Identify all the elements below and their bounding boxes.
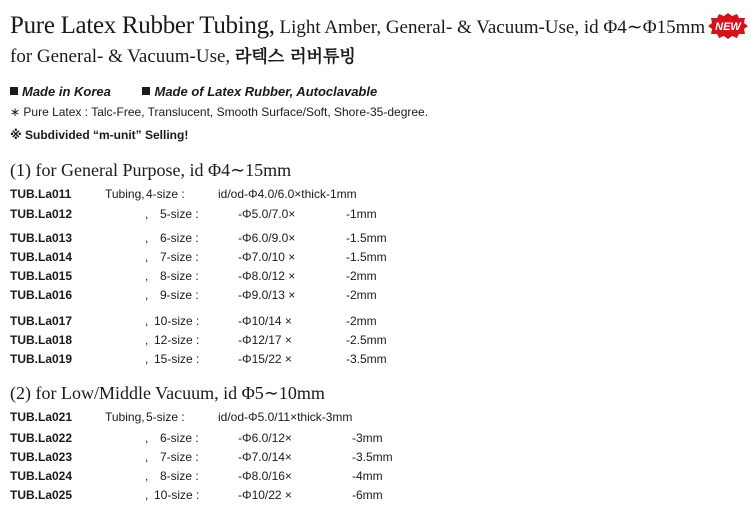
row-dims: -Φ9.0/13 × bbox=[238, 288, 296, 302]
row-size: 15-size : bbox=[154, 352, 200, 366]
row-dims: -Φ6.0/12× bbox=[238, 431, 292, 445]
row-dims: -Φ7.0/14× bbox=[238, 450, 292, 464]
row-kind: , bbox=[145, 314, 149, 328]
row-code: TUB.La022 bbox=[10, 431, 73, 445]
row-code: TUB.La025 bbox=[10, 488, 73, 502]
row-kind: , bbox=[145, 333, 149, 347]
row-thick: -1mm bbox=[346, 207, 377, 221]
features bbox=[10, 84, 377, 99]
row-kind: , bbox=[145, 488, 149, 502]
row-kind: Tubing, bbox=[105, 410, 145, 424]
row-code: TUB.La017 bbox=[10, 314, 73, 328]
title-line2-text: for General- & Vacuum-Use, bbox=[10, 46, 235, 67]
row-thick: -4mm bbox=[352, 469, 383, 483]
row-size: 5-size : bbox=[146, 410, 185, 424]
row-size: 9-size : bbox=[160, 288, 199, 302]
row-code: TUB.La021 bbox=[10, 410, 73, 424]
row-code: TUB.La013 bbox=[10, 231, 73, 245]
row-kind: , bbox=[145, 250, 149, 264]
row-dims: -Φ15/22 × bbox=[238, 352, 292, 366]
section-heading-general: (1) for General Purpose, id Φ4∼15mm bbox=[10, 160, 292, 180]
row-size: 12-size : bbox=[154, 333, 200, 347]
bullet-square-icon bbox=[10, 87, 18, 95]
row-size: 8-size : bbox=[160, 469, 199, 483]
row-kind: , bbox=[145, 231, 149, 245]
row-size: 6-size : bbox=[160, 431, 199, 445]
row-dims: id/od-Φ5.0/11×thick-3mm bbox=[218, 410, 353, 424]
title-sub: Light Amber, General- & Vacuum-Use, id Φ4∼Φ15mm bbox=[274, 17, 706, 38]
row-kind: , bbox=[145, 288, 149, 302]
page-title bbox=[10, 12, 705, 40]
row-kind: , bbox=[145, 469, 149, 483]
row-kind: , bbox=[145, 269, 149, 283]
section-heading-vacuum: (2) for Low/Middle Vacuum, id Φ5∼10mm bbox=[10, 383, 325, 403]
feature-material: Made of Latex Rubber, Autoclavable bbox=[154, 84, 378, 99]
row-dims: id/od-Φ4.0/6.0×thick-1mm bbox=[218, 187, 357, 201]
row-kind: , bbox=[145, 431, 149, 445]
row-thick: -1.5mm bbox=[346, 231, 387, 245]
row-dims: -Φ5.0/7.0× bbox=[238, 207, 296, 221]
row-kind: , bbox=[145, 450, 149, 464]
row-kind: , bbox=[145, 207, 149, 221]
row-thick: -3.5mm bbox=[352, 450, 393, 464]
row-size: 5-size : bbox=[160, 207, 199, 221]
row-dims: -Φ10/14 × bbox=[238, 314, 292, 328]
row-dims: -Φ7.0/10 × bbox=[238, 250, 296, 264]
row-dims: -Φ12/17 × bbox=[238, 333, 292, 347]
row-thick: -2mm bbox=[346, 314, 377, 328]
row-code: TUB.La019 bbox=[10, 352, 73, 366]
row-size: 10-size : bbox=[154, 488, 200, 502]
row-thick: -6mm bbox=[352, 488, 383, 502]
row-size: 10-size : bbox=[154, 314, 200, 328]
row-code: TUB.La018 bbox=[10, 333, 73, 347]
row-code: TUB.La016 bbox=[10, 288, 73, 302]
row-size: 4-size : bbox=[146, 187, 185, 201]
title-korean: 라텍스 러버튜빙 bbox=[234, 47, 356, 67]
new-badge-label: NEW bbox=[715, 21, 741, 33]
row-code: TUB.La012 bbox=[10, 207, 73, 221]
new-badge-icon bbox=[708, 12, 748, 40]
row-dims: -Φ8.0/12 × bbox=[238, 269, 296, 283]
row-thick: -1.5mm bbox=[346, 250, 387, 264]
row-code: TUB.La015 bbox=[10, 269, 73, 283]
row-code: TUB.La011 bbox=[10, 187, 72, 201]
row-thick: -3.5mm bbox=[346, 352, 387, 366]
row-dims: -Φ8.0/16× bbox=[238, 469, 292, 483]
row-kind: , bbox=[145, 352, 149, 366]
title-line2 bbox=[10, 42, 356, 68]
row-size: 7-size : bbox=[160, 450, 199, 464]
row-code: TUB.La024 bbox=[10, 469, 73, 483]
note-selling: ※ Subdivided “m-unit” Selling! bbox=[10, 128, 189, 142]
row-thick: -3mm bbox=[352, 431, 383, 445]
row-size: 6-size : bbox=[160, 231, 199, 245]
row-dims: -Φ10/22 × bbox=[238, 488, 292, 502]
feature-made-in: Made in Korea bbox=[22, 84, 111, 99]
row-code: TUB.La023 bbox=[10, 450, 73, 464]
row-thick: -2mm bbox=[346, 288, 377, 302]
note-pure-latex: ∗ Pure Latex : Talc-Free, Translucent, Smooth Surface/Soft, Shore-35-degree. bbox=[10, 105, 429, 119]
row-kind: Tubing, bbox=[105, 187, 145, 201]
row-thick: -2mm bbox=[346, 269, 377, 283]
row-size: 7-size : bbox=[160, 250, 199, 264]
row-dims: -Φ6.0/9.0× bbox=[238, 231, 296, 245]
row-thick: -2.5mm bbox=[346, 333, 387, 347]
title-main: Pure Latex Rubber Tubing, bbox=[10, 12, 275, 39]
row-code: TUB.La014 bbox=[10, 250, 73, 264]
bullet-square-icon bbox=[142, 87, 150, 95]
row-size: 8-size : bbox=[160, 269, 199, 283]
